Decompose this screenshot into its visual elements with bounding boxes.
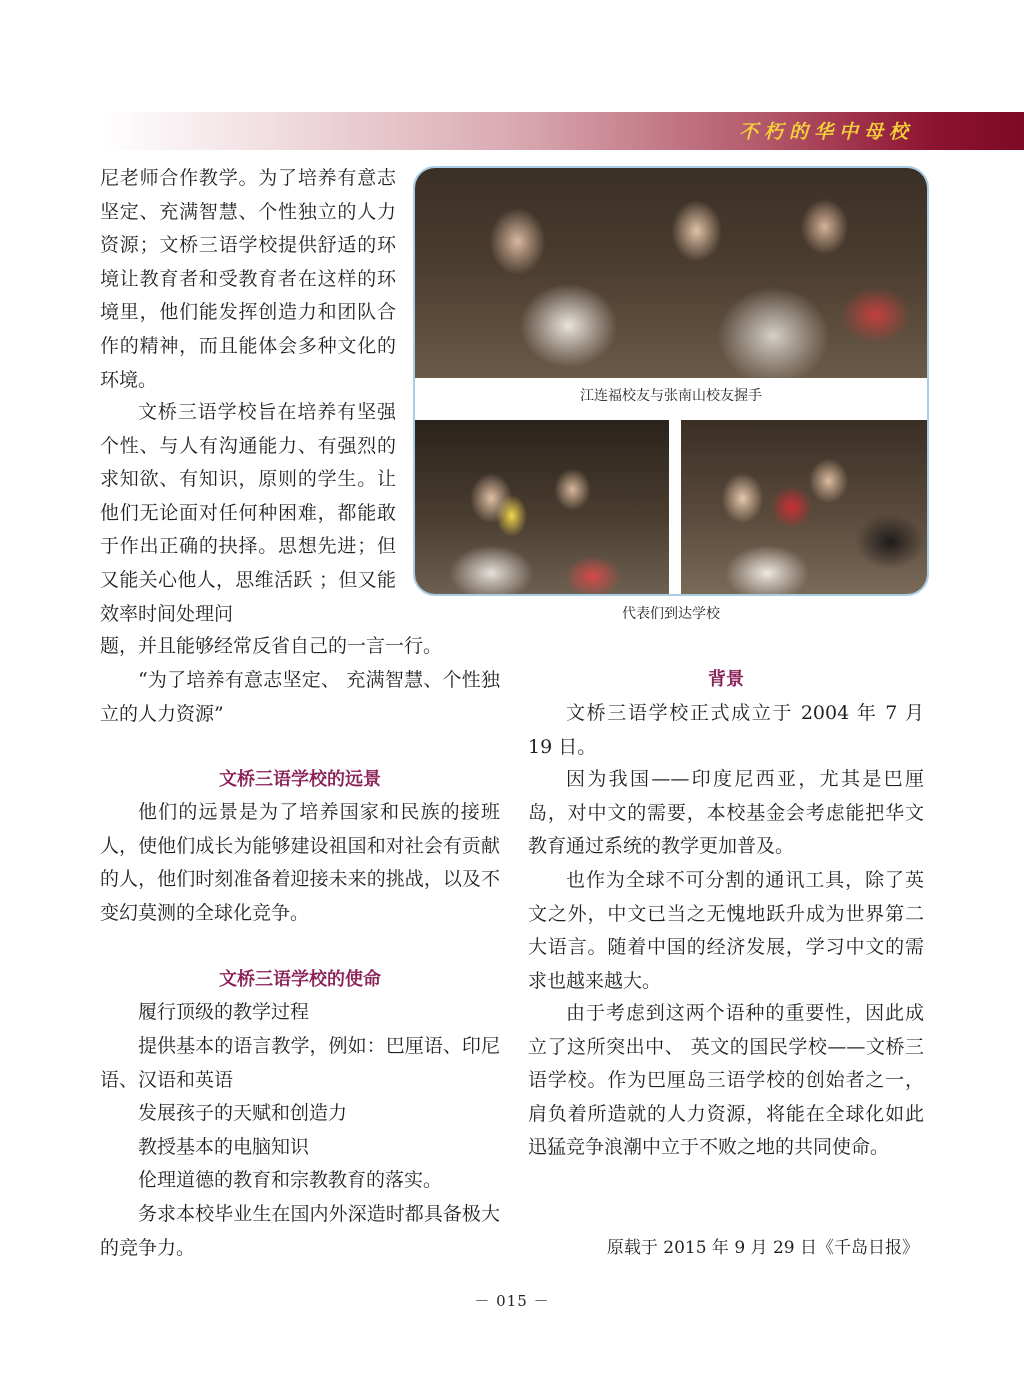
photo-caption-arrival: 代表们到达学校 [622, 606, 720, 622]
intro-paragraph: 尼老师合作教学。为了培养有意志坚定、充满智慧、个性独立的人力资源；文桥三语学校提供舒适的环境让教育者和受教育者在这样的环境里，他们能发挥创造力和团队合作的精神，而且能体会多种文化的环境。 [100, 167, 396, 391]
arrival-photo-right [681, 420, 927, 594]
aim-paragraph: 文桥三语学校旨在培养有坚强个性、与人有沟通能力、有强烈的求知欲、有知识，原则的学生。让他们无论面对任何种困难，都能敢于作出正确的抉择。思想先进；但又能关心他人，思维活跃 ；但又能效率时间处理问 [100, 401, 396, 625]
mission-item: 履行顶级的教学过程 [138, 1001, 310, 1023]
aim-paragraph-tail: 题，并且能够经常反省自己的一言一行。 [100, 635, 443, 657]
handshake-photo [415, 168, 927, 378]
quote-paragraph: “为了培养有意志坚定、 充满智慧、个性独立的人力资源” [100, 669, 500, 725]
background-paragraph: 也作为全球不可分割的通讯工具，除了英文之外，中文已当之无愧地跃升成为世界第二大语言。随着中国的经济发展，学习中文的需求也越来越大。 [528, 869, 924, 992]
background-paragraph: 因为我国——印度尼西亚，尤其是巴厘岛，对中文的需要，本校基金会考虑能把华文教育通过系统的教学更加普及。 [528, 768, 924, 858]
mission-item: 教授基本的电脑知识 [138, 1136, 310, 1158]
vision-heading: 文桥三语学校的远景 [219, 769, 381, 790]
mission-item: 伦理道德的教育和宗教教育的落实。 [138, 1169, 443, 1191]
background-paragraph: 文桥三语学校正式成立于 2004 年 7 月 19 日。 [528, 702, 924, 758]
background-heading: 背景 [708, 669, 744, 690]
background-paragraph: 由于考虑到这两个语种的重要性，因此成立了这所突出中、 英文的国民学校——文桥三语学校。作为巴厘岛三语学校的创始者之一，肩负着所造就的人力资源，将能在全球化如此迅猛竞争浪潮中立于不败之地的共同使命。 [528, 1002, 924, 1159]
mission-item: 发展孩子的天赋和创造力 [138, 1102, 348, 1124]
page-number: － 015 － [474, 1292, 550, 1310]
vision-paragraph: 他们的远景是为了培养国家和民族的接班人，使他们成长为能够建设祖国和对社会有贡献的人，他们时刻准备着迎接未来的挑战，以及不变幻莫测的全球化竞争。 [100, 801, 500, 924]
running-header-title: 不朽的华中母校 [738, 121, 914, 143]
mission-item: 提供基本的语言教学，例如：巴厘语、印尼语、汉语和英语 [100, 1035, 500, 1091]
photo-collage [413, 166, 929, 596]
photo-caption-handshake: 江连福校友与张南山校友握手 [580, 388, 762, 404]
mission-heading: 文桥三语学校的使命 [219, 969, 381, 990]
source-note: 原载于 2015 年 9 月 29 日《千岛日报》 [606, 1238, 919, 1258]
arrival-photo-left [415, 420, 669, 594]
mission-item: 务求本校毕业生在国内外深造时都具备极大的竞争力。 [100, 1203, 500, 1259]
